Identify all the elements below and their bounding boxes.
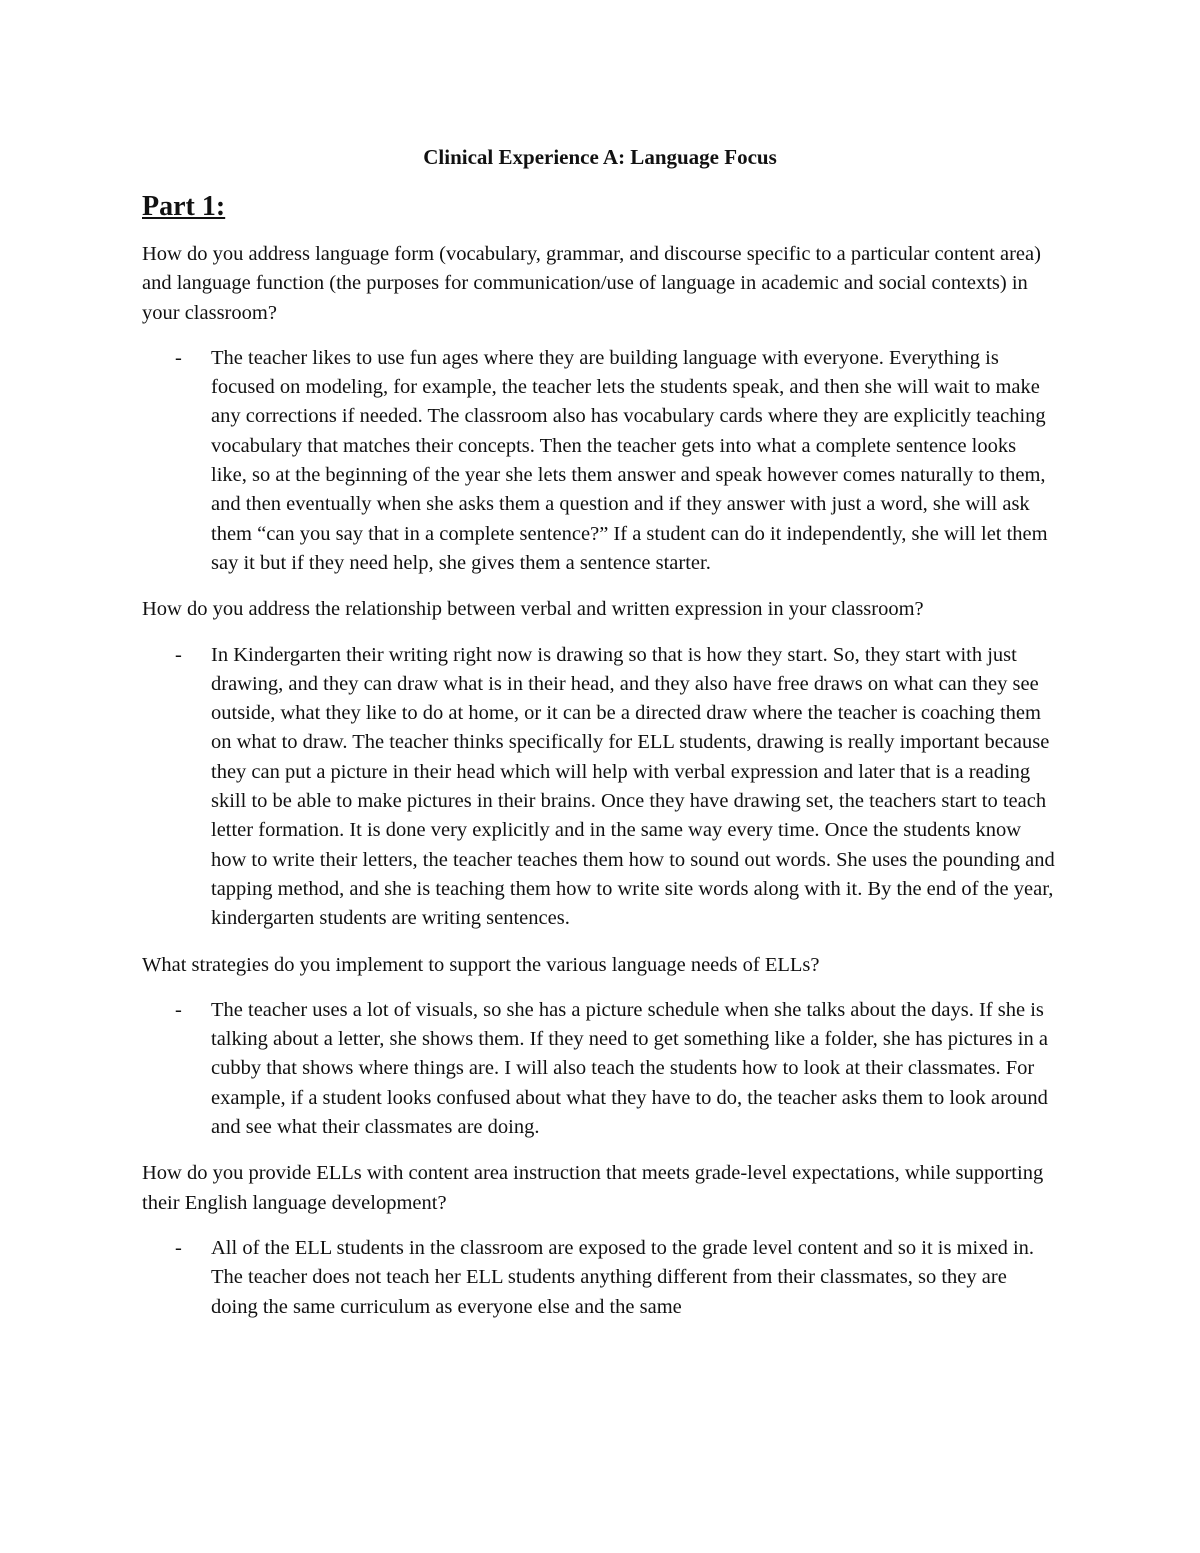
answer-1: [142, 344, 1057, 578]
answer-3-text: The teacher uses a lot of visuals, so she has a picture schedule when she talks about the days. If she is talking about a letter, she shows them. If they need to get something like a folder, she has pictures in a cubby that shows where things are. I will also teach the students how to look at their classmates. For example, if a student looks confused about what they have to do, the teacher asks them to look around and see what their classmates are doing.: [211, 998, 1048, 1139]
part-heading: Part 1:: [142, 191, 226, 222]
bullet-dash: -: [175, 643, 182, 666]
answer-4: [142, 1234, 1057, 1322]
question-4: How do you provide ELLs with content area instruction that meets grade-level expectations, while supporting their English language development?: [142, 1162, 1044, 1214]
document-title: Clinical Experience A: Language Focus: [423, 145, 777, 169]
document-body: [142, 240, 1062, 1339]
answer-2: [142, 641, 1057, 934]
answer-3: [142, 996, 1057, 1142]
answer-2-text: In Kindergarten their writing right now is drawing so that is how they start. So, they start with just drawing, and they can draw what is in their head, and they also have free draws on what can they see outside, what they like to do at home, or it can be a directed draw where the teacher is coaching them on what to draw. The teacher thinks specifically for ELL students, drawing is really important because they can put a picture in their head which will help with verbal expression and later that is a reading skill to be able to make pictures in their brains. Once they have drawing set, the teachers start to teach letter formation. It is done very explicitly and in the same way every time. Once the students know how to write their letters, the teacher teaches them how to sound out words. She uses the pounding and tapping method, and she is teaching them how to write site words along with it. By the end of the year, kindergarten students are writing sentences.: [211, 643, 1055, 930]
question-1: How do you address language form (vocabulary, grammar, and discourse specific to a particular content area) and language function (the purposes for communication/use of language in academic and social contexts) in your classroom?: [142, 243, 1041, 324]
bullet-dash: -: [175, 998, 182, 1021]
answer-4-text: All of the ELL students in the classroom are exposed to the grade level content and so it is mixed in. The teacher does not teach her ELL students anything different from their classmates, so they are doing the same curriculum as everyone else and the same: [211, 1236, 1035, 1318]
bullet-dash: -: [175, 346, 182, 369]
question-2: How do you address the relationship between verbal and written expression in your classroom?: [142, 598, 924, 621]
question-3: What strategies do you implement to support the various language needs of ELLs?: [142, 953, 820, 976]
bullet-dash: -: [175, 1236, 182, 1259]
answer-1-text: The teacher likes to use fun ages where they are building language with everyone. Everything is focused on modeling, for example, the teacher lets the students speak, and then she will wait to make any corrections if needed. The classroom also has vocabulary cards where they are explicitly teaching vocabulary that matches their concepts. Then the teacher gets into what a complete sentence looks like, so at the beginning of the year she lets them answer and speak however comes naturally to them, and then eventually when she asks them a question and if they answer with just a word, she will ask them “can you say that in a complete sentence?” If a student can do it independently, she will let them say it but if they need help, she gives them a sentence starter.: [211, 346, 1048, 574]
